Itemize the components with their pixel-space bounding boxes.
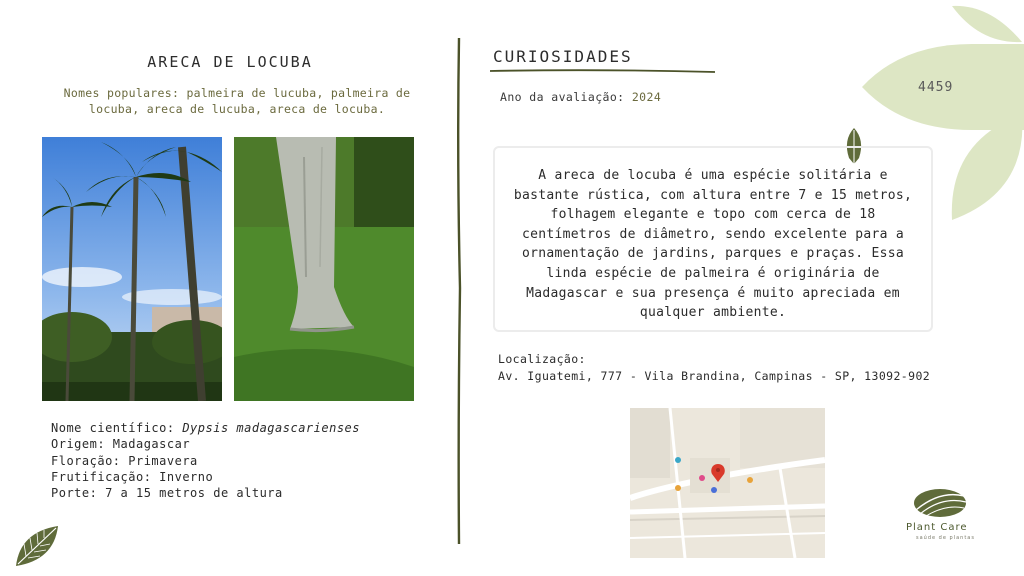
brand-tagline: saúde de plantas (916, 535, 975, 541)
evaluation-year-value: 2024 (631, 90, 662, 104)
evaluation-year (500, 90, 661, 104)
plant-facts (51, 420, 360, 501)
description-box (493, 146, 933, 332)
scientific-name-value: Dypsis madagascarienses (182, 421, 360, 435)
palm-trees-photo (42, 137, 222, 401)
leaf-icon (948, 112, 1024, 226)
palm-trunk-photo (234, 137, 414, 401)
title-underline (490, 68, 715, 74)
leaf-icon (12, 522, 62, 574)
plant-number: 4459 (918, 80, 954, 95)
plant-size: Porte: 7 a 15 metros de altura (51, 486, 283, 501)
popular-names-label: Nomes populares: (63, 86, 180, 100)
column-divider (454, 38, 464, 544)
leaf-icon (950, 4, 1024, 48)
popular-names (52, 85, 422, 117)
popular-names-value: palmeira de lucuba, palmeira de locuba, areca de lucuba, areca de locuba. (88, 86, 411, 116)
scientific-name-label: Nome científico: (51, 421, 175, 435)
brand-name: Plant Care (906, 522, 968, 533)
location-address: Av. Iguatemi, 777 - Vila Brandina, Campinas - SP, 13092-902 (498, 369, 931, 383)
origin: Origem: Madagascar (51, 437, 191, 452)
location-label: Localização: (498, 352, 586, 366)
curiosidades-title: CURIOSIDADES (493, 47, 633, 66)
scientific-name (51, 420, 360, 436)
plant-title: ARECA DE LOCUBA (147, 53, 313, 71)
plant-description: A areca de locuba é uma espécie solitária e bastante rústica, com altura entre 7 e 15 metros, folhagem elegante e topo com cerca de 18 centímetros de diâmetro, sendo excelente para a ornamentação de jardins, parques e praças. Essa linda espécie de palmeira é originária de Madagascar e sua presença é muito apreciada em qualquer ambiente. (513, 168, 913, 321)
location-map[interactable] (630, 408, 825, 558)
evaluation-year-label: Ano da avaliação: (500, 90, 625, 104)
flowering: Floração: Primavera (51, 453, 198, 468)
fruiting: Frutificação: Inverno (51, 469, 214, 484)
